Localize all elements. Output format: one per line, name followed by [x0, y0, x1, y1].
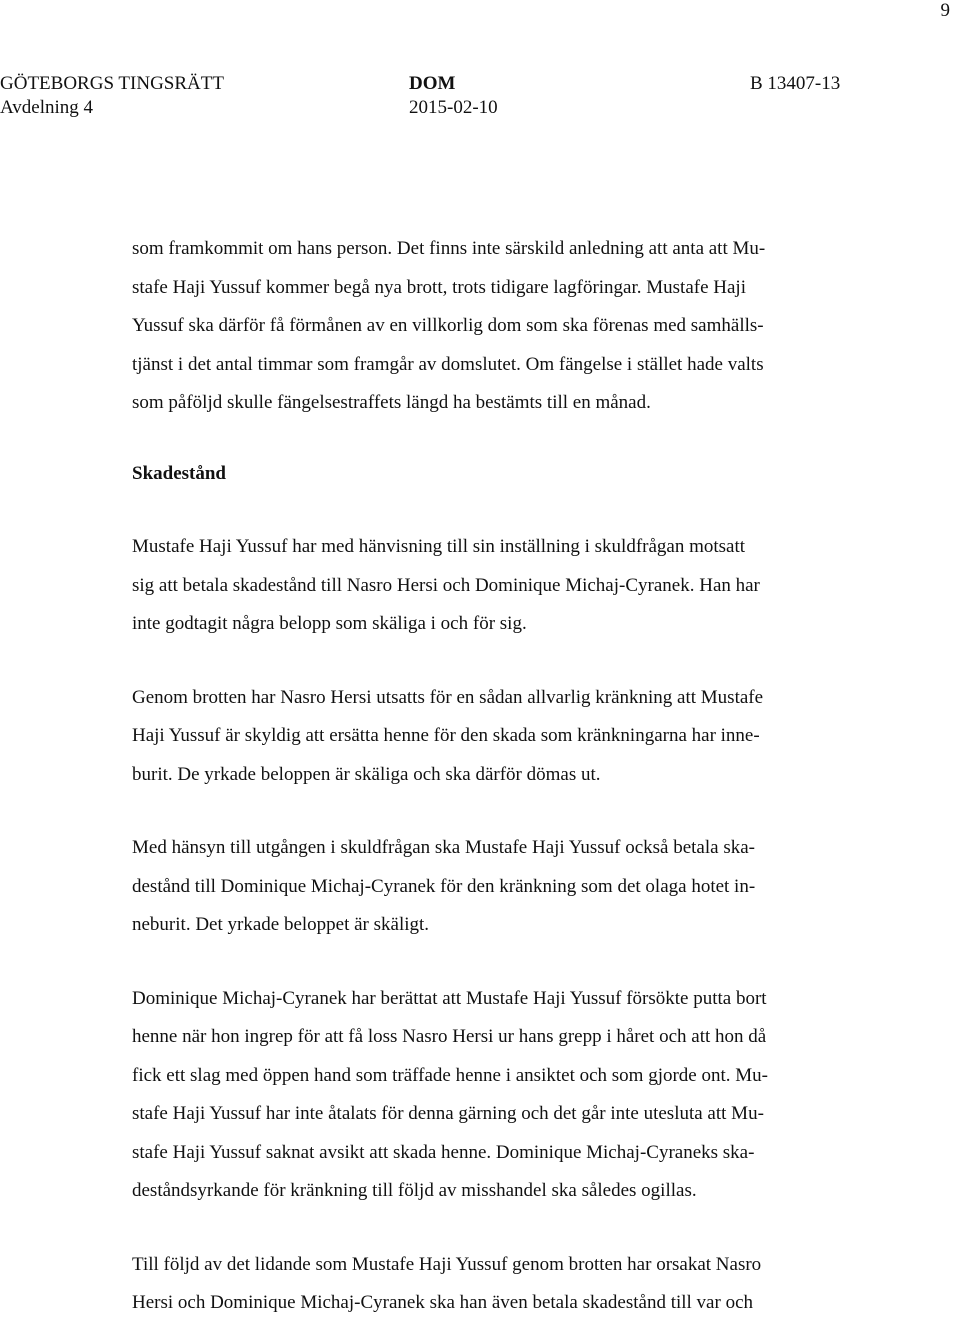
text-line: som framkommit om hans person. Det finns inte särskild anledning att anta att Mu-	[132, 238, 766, 259]
paragraph-sentence	[132, 230, 877, 423]
text-line: Hersi och Dominique Michaj-Cyranek ska han även betala skadestånd till var och	[132, 1292, 753, 1313]
text-line: destånd till Dominique Michaj-Cyranek för den kränkning som det olaga hotet in-	[132, 875, 756, 897]
text-line: tjänst i det antal timmar som framgår av domslutet. Om fängelse i stället hade valts	[132, 353, 764, 375]
text-line: deståndsyrkande för kränkning till följd av misshandel ska således ogillas.	[132, 1180, 697, 1201]
document-date: 2015-02-10	[409, 97, 498, 118]
header-court-block	[0, 72, 224, 120]
text-line: fick ett slag med öppen hand som träffade henne i ansiktet och som gjorde ont. Mu-	[132, 1064, 768, 1086]
text-line: stafe Haji Yussuf kommer begå nya brott, trots tidigare lagföringar. Mustafe Haji	[132, 276, 746, 298]
court-name: GÖTEBORGS TINGSRÄTT	[0, 73, 224, 94]
section-heading-damages: Skadestånd	[132, 462, 226, 484]
text-line: inte godtagit några belopp som skäliga i och för sig.	[132, 613, 527, 634]
paragraph-defendant-position	[132, 528, 877, 644]
text-line: Yussuf ska därför få förmånen av en villkorlig dom som ska förenas med samhälls-	[132, 315, 764, 336]
case-number: B 13407-13	[750, 73, 841, 94]
text-line: som påföljd skulle fängelsestraffets längd ha bestämts till en månad.	[132, 392, 651, 413]
document-type: DOM	[409, 73, 456, 94]
text-line: Genom brotten har Nasro Hersi utsatts för en sådan allvarlig kränkning att Mustafe	[132, 686, 764, 708]
paragraph-assault-claim	[132, 980, 877, 1211]
text-line: Mustafe Haji Yussuf har med hänvisning till sin inställning i skuldfrågan motsatt	[132, 536, 746, 557]
text-line: stafe Haji Yussuf har inte åtalats för denna gärning och det går inte utesluta att Mu-	[132, 1103, 764, 1124]
text-line: Med hänsyn till utgången i skuldfrågan ska Mustafe Haji Yussuf också betala ska-	[132, 837, 755, 858]
text-line: henne när hon ingrep för att få loss Nasro Hersi ur hans grepp i håret och att hon då	[132, 1026, 767, 1047]
text-line: Haji Yussuf är skyldig att ersätta henne för den skada som kränkningarna har inne-	[132, 725, 760, 746]
text-line: Dominique Michaj-Cyranek har berättat att Mustafe Haji Yussuf försökte putta bort	[132, 987, 767, 1009]
document-body	[132, 230, 877, 1323]
text-line: stafe Haji Yussuf saknat avsikt att skada henne. Dominique Michaj-Cyraneks ska-	[132, 1141, 755, 1163]
paragraph-hersi-damages	[132, 679, 877, 795]
header-case-block	[750, 72, 840, 96]
header-document-block	[409, 72, 498, 120]
text-line: neburit. Det yrkade beloppet är skäligt.	[132, 914, 430, 935]
text-line: sig att betala skadestånd till Nasro Hersi och Dominique Michaj-Cyranek. Han har	[132, 574, 760, 596]
paragraph-michaj-cyranek-damages	[132, 829, 877, 945]
paragraph-suffering-damages	[132, 1246, 877, 1323]
text-line: Till följd av det lidande som Mustafe Haji Yussuf genom brotten har orsakat Nasro	[132, 1253, 762, 1275]
page-number: 9	[940, 0, 950, 21]
text-line: burit. De yrkade beloppen är skäliga och ska därför dömas ut.	[132, 763, 601, 785]
division-name: Avdelning 4	[0, 97, 94, 118]
